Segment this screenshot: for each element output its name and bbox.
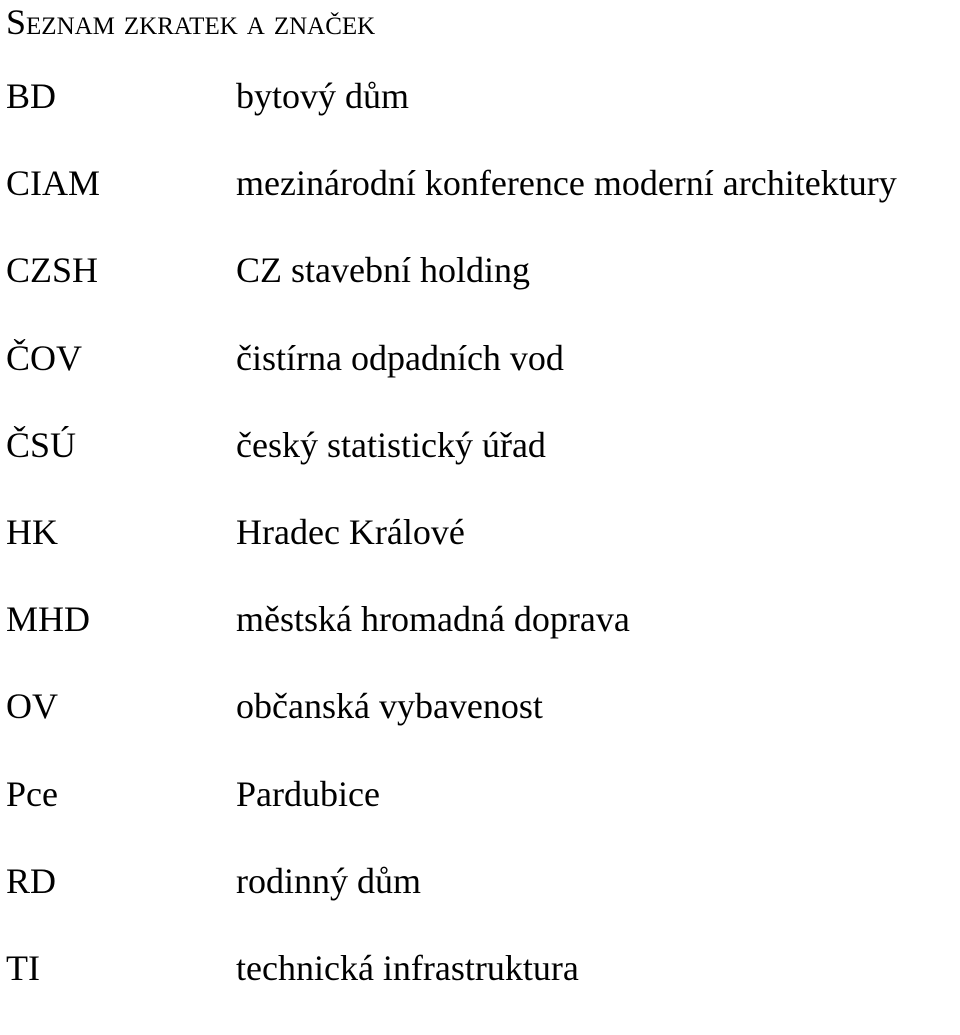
abbreviation-meaning: mezinárodní konference moderní architektury bbox=[236, 163, 897, 204]
abbreviation-row bbox=[0, 861, 960, 948]
abbreviation-term: ČOV bbox=[6, 337, 83, 378]
abbreviation-row bbox=[0, 250, 960, 337]
abbreviation-meaning: občanská vybavenost bbox=[236, 686, 543, 727]
abbreviation-meaning: Pardubice bbox=[236, 773, 380, 814]
abbreviation-meaning: čistírna odpadních vod bbox=[236, 337, 564, 378]
abbreviation-row bbox=[0, 163, 960, 250]
abbreviation-list bbox=[0, 76, 960, 1035]
abbreviation-meaning: CZ stavební holding bbox=[236, 250, 530, 291]
abbreviation-row bbox=[0, 76, 960, 163]
abbreviation-row bbox=[0, 686, 960, 773]
abbreviation-row bbox=[0, 774, 960, 861]
abbreviation-meaning: technická infrastruktura bbox=[236, 947, 579, 988]
abbreviation-term: OV bbox=[6, 686, 58, 727]
abbreviation-term: TI bbox=[6, 947, 40, 988]
abbreviation-row bbox=[0, 512, 960, 599]
abbreviation-meaning: bytový dům bbox=[236, 76, 410, 116]
abbreviation-row bbox=[0, 948, 960, 1035]
abbreviation-row bbox=[0, 425, 960, 512]
abbreviation-meaning: Hradec Králové bbox=[236, 511, 465, 552]
abbreviation-term: BD bbox=[6, 76, 57, 116]
abbreviation-meaning: městská hromadná doprava bbox=[236, 599, 630, 640]
page-title: Seznam zkratek a značek bbox=[6, 2, 376, 42]
abbreviation-term: ČSÚ bbox=[6, 424, 77, 465]
abbreviation-term: CIAM bbox=[6, 163, 101, 204]
abbreviation-term: HK bbox=[6, 511, 58, 552]
abbreviation-term: Pce bbox=[6, 773, 58, 814]
abbreviation-meaning: rodinný dům bbox=[236, 860, 421, 901]
abbreviation-row bbox=[0, 338, 960, 425]
abbreviation-term: RD bbox=[6, 860, 57, 901]
abbreviation-term: MHD bbox=[6, 599, 91, 640]
abbreviation-term: CZSH bbox=[6, 250, 99, 291]
abbreviation-row bbox=[0, 599, 960, 686]
abbreviation-meaning: český statistický úřad bbox=[236, 424, 546, 465]
